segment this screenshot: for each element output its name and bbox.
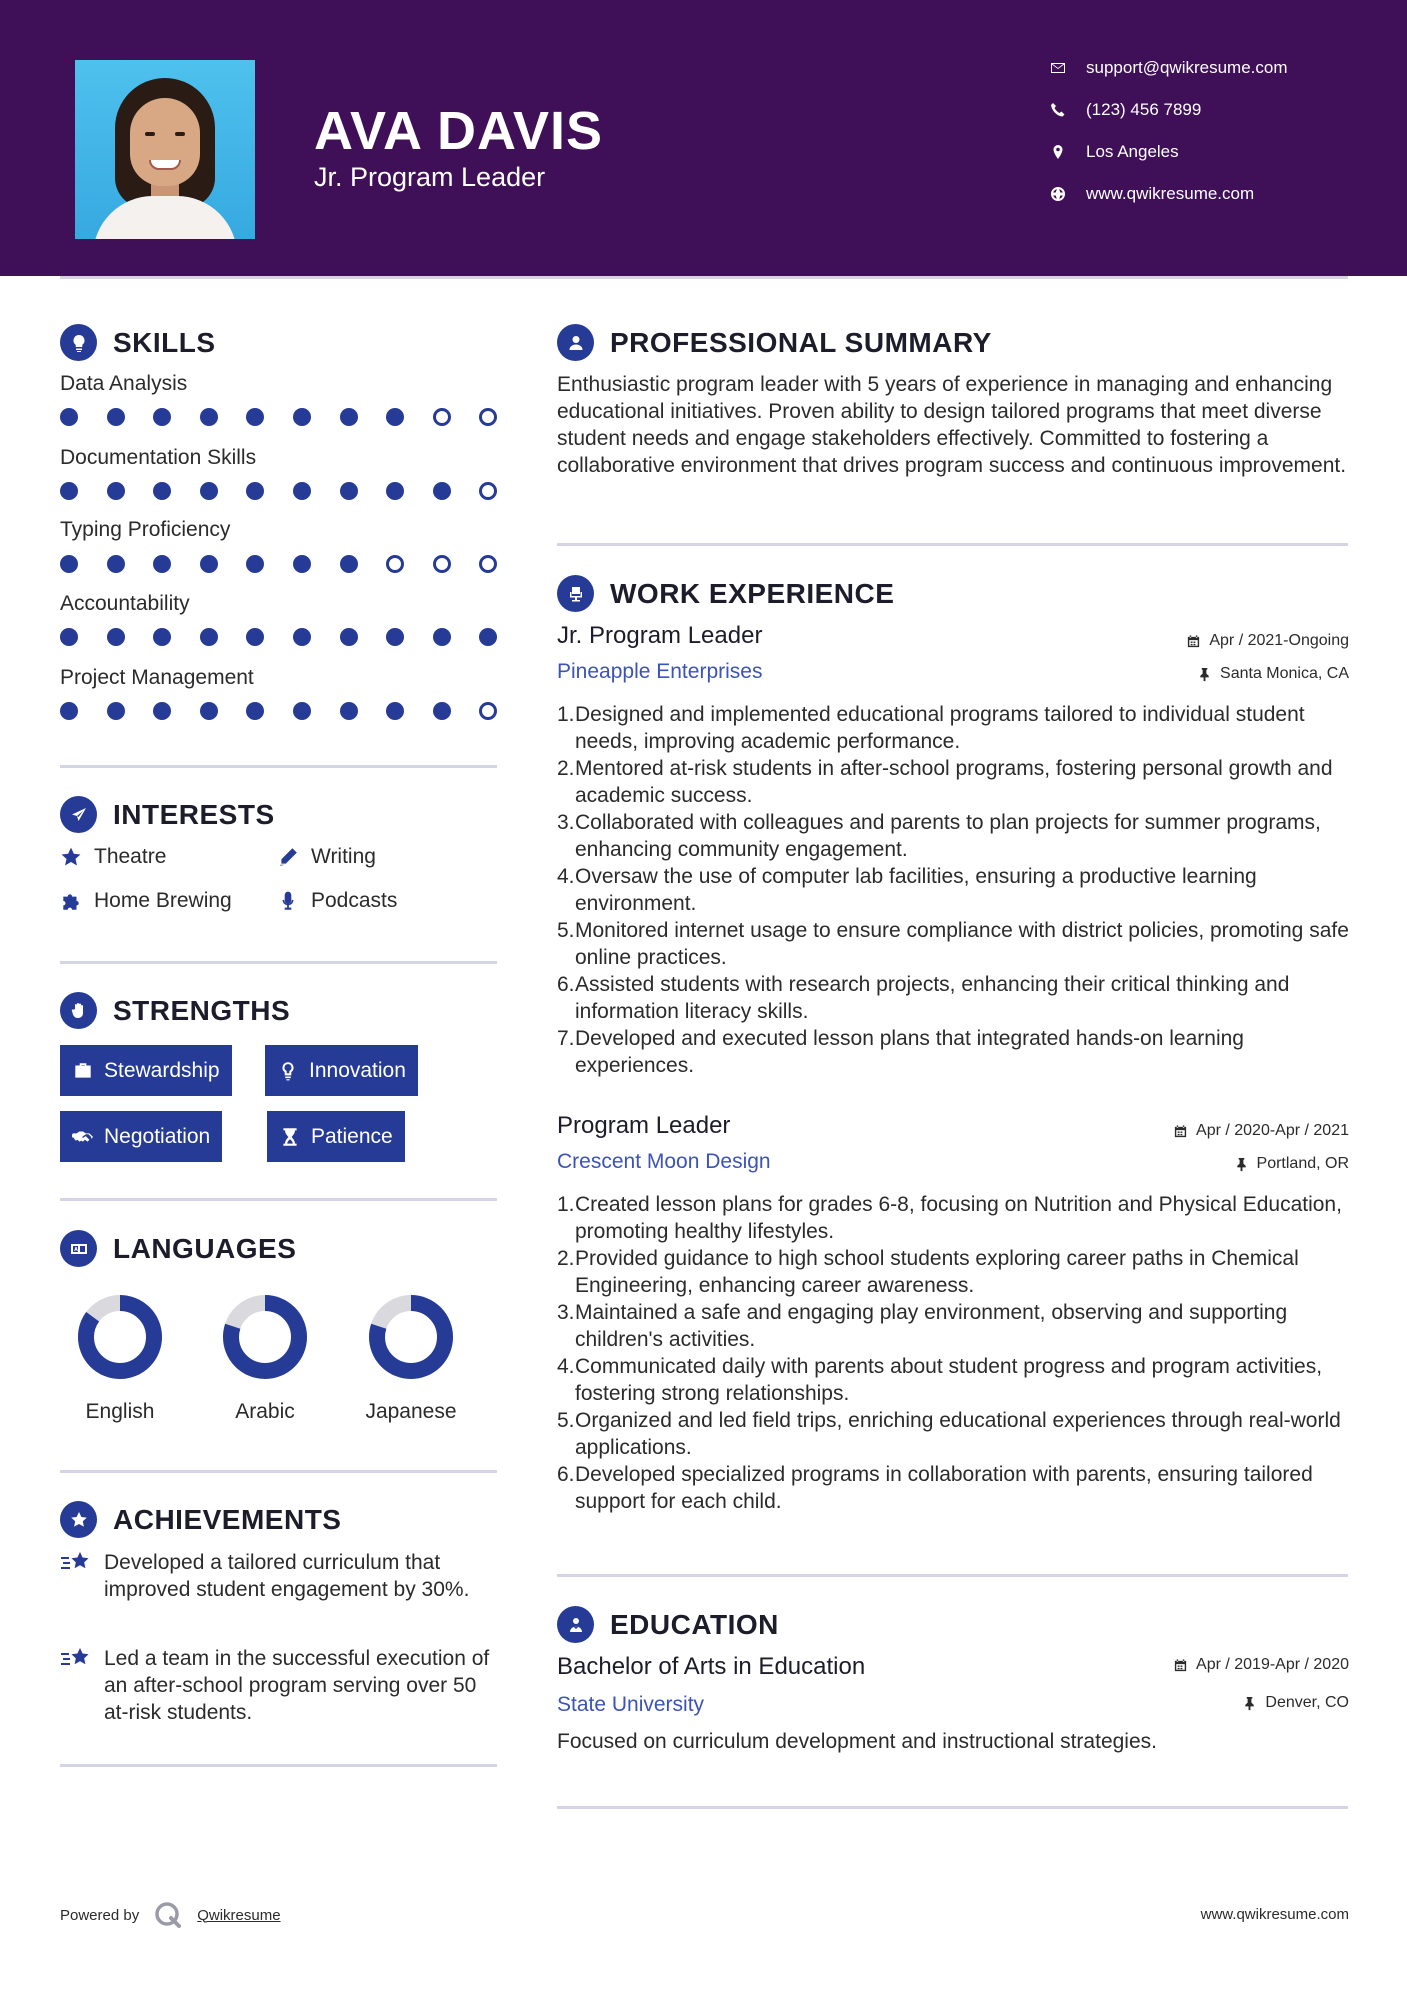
skill-rating [60, 408, 526, 426]
rating-dot-filled [246, 408, 264, 426]
achievements-heading: ACHIEVEMENTS [60, 1501, 341, 1538]
rating-dot-filled [340, 628, 358, 646]
rating-dot-empty [479, 482, 497, 500]
rating-dot-filled [107, 555, 125, 573]
strengths-heading: STRENGTHS [60, 992, 290, 1029]
interest-item: Podcasts [277, 889, 397, 913]
skill-label: Documentation Skills [60, 446, 257, 469]
language-level-ring [368, 1294, 454, 1380]
header-divider [60, 276, 1348, 279]
map-marker-icon [1050, 144, 1086, 160]
strength-tag: Stewardship [60, 1045, 232, 1096]
duty-text: Developed and executed lesson plans that integrated hands-on learning experiences. [575, 1027, 1244, 1077]
rating-dot-filled [246, 555, 264, 573]
rating-dot-filled [386, 482, 404, 500]
section-divider [60, 961, 497, 964]
rating-dot-filled [107, 408, 125, 426]
section-divider [557, 543, 1348, 546]
duty-text: Mentored at-risk students in after-school programs, fostering personal growth and academic success. [575, 757, 1333, 807]
rating-dot-filled [246, 482, 264, 500]
calendar-icon [1186, 634, 1201, 649]
section-divider [557, 1574, 1348, 1577]
office-chair-icon [557, 575, 594, 612]
rating-dot-filled [200, 482, 218, 500]
hourglass-icon [279, 1126, 301, 1148]
rating-dot-filled [340, 702, 358, 720]
pushpin-icon [1234, 1157, 1249, 1172]
skill-rating [60, 628, 526, 646]
skills-heading: SKILLS [60, 324, 216, 361]
rating-dot-filled [60, 482, 78, 500]
graduate-icon [557, 1606, 594, 1643]
rating-dot-filled [386, 702, 404, 720]
education-location: Denver, CO [1242, 1694, 1349, 1712]
globe-icon [1050, 186, 1086, 202]
duty-text: Monitored internet usage to ensure compliance with district policies, promoting safe online practices. [575, 919, 1349, 969]
duty-item [557, 1353, 1357, 1407]
rating-dot-filled [153, 628, 171, 646]
star-badge-icon [60, 1501, 97, 1538]
duty-text: Provided guidance to high school students exploring career paths in Chemical Engineering, enhancing career awareness. [575, 1247, 1299, 1297]
calendar-icon [1173, 1124, 1188, 1139]
rating-dot-filled [60, 408, 78, 426]
rating-dot-filled [340, 482, 358, 500]
rating-dot-filled [433, 702, 451, 720]
language-level-ring [222, 1294, 308, 1380]
section-divider [557, 1806, 1348, 1809]
language-label: Arabic [235, 1400, 295, 1423]
rating-dot-filled [293, 408, 311, 426]
rating-dot-filled [246, 702, 264, 720]
duty-number: 5. [557, 1409, 575, 1432]
qwikresume-logo-icon [153, 1900, 183, 1930]
rating-dot-filled [153, 555, 171, 573]
strength-tag: Patience [267, 1111, 405, 1162]
rating-dot-filled [293, 628, 311, 646]
candidate-name: AVA DAVIS [314, 101, 604, 161]
interest-item: Theatre [60, 845, 166, 869]
rating-dot-filled [293, 482, 311, 500]
section-divider [60, 1764, 497, 1767]
duty-number: 2. [557, 757, 575, 780]
duty-text: Developed specialized programs in collaboration with parents, ensuring tailored support for each child. [575, 1463, 1313, 1513]
education-description: Focused on curriculum development and instructional strategies. [557, 1730, 1157, 1753]
duty-item [557, 701, 1357, 755]
duty-text: Communicated daily with parents about student progress and program activities, fostering strong relationships. [575, 1355, 1323, 1405]
education-heading: EDUCATION [557, 1606, 779, 1643]
profile-photo [75, 60, 255, 239]
achievement-item: Led a team in the successful execution of an after-school program serving over 50 at-risk students. [60, 1645, 500, 1726]
skill-label: Data Analysis [60, 372, 188, 395]
job-title: Program Leader [557, 1112, 731, 1139]
rating-dot-filled [433, 628, 451, 646]
duty-number: 3. [557, 811, 575, 834]
job-location: Santa Monica, CA [1197, 665, 1349, 683]
rating-dot-filled [200, 628, 218, 646]
envelope-icon [1050, 60, 1086, 76]
duty-number: 1. [557, 1193, 575, 1216]
lightbulb-icon [60, 324, 97, 361]
rating-dot-filled [293, 702, 311, 720]
contact-phone[interactable]: (123) 456 7899 [1050, 100, 1201, 120]
rating-dot-filled [433, 482, 451, 500]
company-name: Pineapple Enterprises [557, 660, 763, 683]
footer-url[interactable]: www.qwikresume.com [1200, 1906, 1349, 1923]
summary-text: Enthusiastic program leader with 5 years of experience in managing and enhancing educational initiatives. Proven ability to design tailored programs that meet diverse student needs and engage stakeholders effectively. Committed to fostering a collaborative environment that drives program success and continuous improvement. [557, 373, 1347, 477]
skill-rating [60, 702, 526, 720]
duty-number: 2. [557, 1247, 575, 1270]
lightbulb-icon [277, 1060, 299, 1082]
rating-dot-filled [153, 482, 171, 500]
duty-number: 7. [557, 1027, 575, 1050]
rating-dot-filled [60, 555, 78, 573]
duty-text: Created lesson plans for grades 6-8, focusing on Nutrition and Physical Education, promoting healthy lifestyles. [575, 1193, 1342, 1243]
shooting-star-icon [60, 1549, 92, 1577]
summary-heading: PROFESSIONAL SUMMARY [557, 324, 992, 361]
rating-dot-filled [246, 628, 264, 646]
rating-dot-filled [107, 482, 125, 500]
duty-number: 1. [557, 703, 575, 726]
hand-icon [60, 992, 97, 1029]
company-name: Crescent Moon Design [557, 1150, 771, 1173]
footer-powered-by: Powered by Qwikresume [60, 1900, 281, 1930]
microphone-icon [277, 890, 299, 912]
duty-number: 6. [557, 973, 575, 996]
duty-text: Oversaw the use of computer lab facilities, ensuring a productive learning environment. [575, 865, 1257, 915]
duty-item [557, 1461, 1357, 1515]
achievement-item: Developed a tailored curriculum that improved student engagement by 30%. [60, 1549, 500, 1603]
pencil-icon [277, 846, 299, 868]
section-divider [60, 1470, 497, 1473]
paper-plane-icon [60, 796, 97, 833]
user-icon [557, 324, 594, 361]
duty-text: Maintained a safe and engaging play environment, observing and supporting children's activities. [575, 1301, 1288, 1351]
job-duties [557, 701, 1357, 1079]
skill-rating [60, 482, 526, 500]
duty-item [557, 971, 1357, 1025]
contact-location: Los Angeles [1050, 142, 1179, 162]
degree-title: Bachelor of Arts in Education [557, 1653, 866, 1680]
job-dates: Apr / 2021-Ongoing [1186, 632, 1349, 650]
skill-rating [60, 555, 526, 573]
interest-item: Home Brewing [60, 889, 232, 913]
rating-dot-empty [433, 555, 451, 573]
language-label: Japanese [365, 1400, 457, 1423]
strength-tag: Innovation [265, 1045, 418, 1096]
duty-text: Designed and implemented educational programs tailored to individual student needs, improving academic performance. [575, 703, 1305, 753]
contact-email[interactable]: support@qwikresume.com [1050, 58, 1288, 78]
duty-item [557, 1245, 1357, 1299]
duty-text: Assisted students with research projects, enhancing their critical thinking and information literacy skills. [575, 973, 1290, 1023]
job-duties [557, 1191, 1357, 1515]
rating-dot-empty [479, 408, 497, 426]
duty-item [557, 863, 1357, 917]
education-dates: Apr / 2019-Apr / 2020 [1173, 1656, 1349, 1674]
resume-header [0, 0, 1407, 276]
skill-label: Accountability [60, 592, 190, 615]
rating-dot-filled [107, 628, 125, 646]
job-title: Jr. Program Leader [557, 622, 763, 649]
candidate-role: Jr. Program Leader [314, 162, 546, 192]
duty-item [557, 755, 1357, 809]
rating-dot-filled [60, 702, 78, 720]
rating-dot-filled [200, 555, 218, 573]
duty-item [557, 917, 1357, 971]
star-icon [60, 846, 82, 868]
duty-item [557, 1407, 1357, 1461]
rating-dot-filled [200, 702, 218, 720]
section-divider [60, 1198, 497, 1201]
rating-dot-filled [479, 628, 497, 646]
duty-text: Collaborated with colleagues and parents to plan projects for summer programs, enhancing community engagement. [575, 811, 1321, 861]
duty-item [557, 1191, 1357, 1245]
pushpin-icon [1242, 1696, 1257, 1711]
duty-item [557, 1299, 1357, 1353]
pushpin-icon [1197, 667, 1212, 682]
language-icon [60, 1230, 97, 1267]
section-divider [60, 765, 497, 768]
rating-dot-filled [200, 408, 218, 426]
rating-dot-filled [60, 628, 78, 646]
duty-number: 4. [557, 1355, 575, 1378]
duty-number: 3. [557, 1301, 575, 1324]
duty-number: 5. [557, 919, 575, 942]
job-dates: Apr / 2020-Apr / 2021 [1173, 1122, 1349, 1140]
duty-item [557, 809, 1357, 863]
duty-number: 6. [557, 1463, 575, 1486]
rating-dot-empty [433, 408, 451, 426]
rating-dot-empty [479, 555, 497, 573]
rating-dot-filled [386, 408, 404, 426]
rating-dot-filled [107, 702, 125, 720]
handshake-icon [72, 1126, 94, 1148]
rating-dot-empty [386, 555, 404, 573]
interests-heading: INTERESTS [60, 796, 275, 833]
job-location: Portland, OR [1234, 1155, 1349, 1173]
rating-dot-filled [386, 628, 404, 646]
strength-tag: Negotiation [60, 1111, 222, 1162]
shooting-star-icon [60, 1645, 92, 1673]
skill-label: Typing Proficiency [60, 518, 231, 541]
rating-dot-filled [153, 702, 171, 720]
languages-heading: LANGUAGES [60, 1230, 296, 1267]
rating-dot-empty [479, 702, 497, 720]
puzzle-icon [60, 890, 82, 912]
skill-label: Project Management [60, 666, 254, 689]
rating-dot-filled [340, 408, 358, 426]
briefcase-icon [72, 1060, 94, 1082]
duty-item [557, 1025, 1357, 1079]
rating-dot-filled [153, 408, 171, 426]
contact-website[interactable]: www.qwikresume.com [1050, 184, 1254, 204]
work-heading: WORK EXPERIENCE [557, 575, 894, 612]
duty-text: Organized and led field trips, enriching educational experiences through real-world applications. [575, 1409, 1341, 1459]
school-name: State University [557, 1693, 705, 1716]
rating-dot-filled [340, 555, 358, 573]
duty-number: 4. [557, 865, 575, 888]
calendar-icon [1173, 1658, 1188, 1673]
interest-item: Writing [277, 845, 376, 869]
rating-dot-filled [293, 555, 311, 573]
qwikresume-link[interactable]: Qwikresume [197, 1906, 281, 1924]
language-level-ring [77, 1294, 163, 1380]
language-label: English [85, 1400, 155, 1423]
phone-icon [1050, 102, 1086, 118]
